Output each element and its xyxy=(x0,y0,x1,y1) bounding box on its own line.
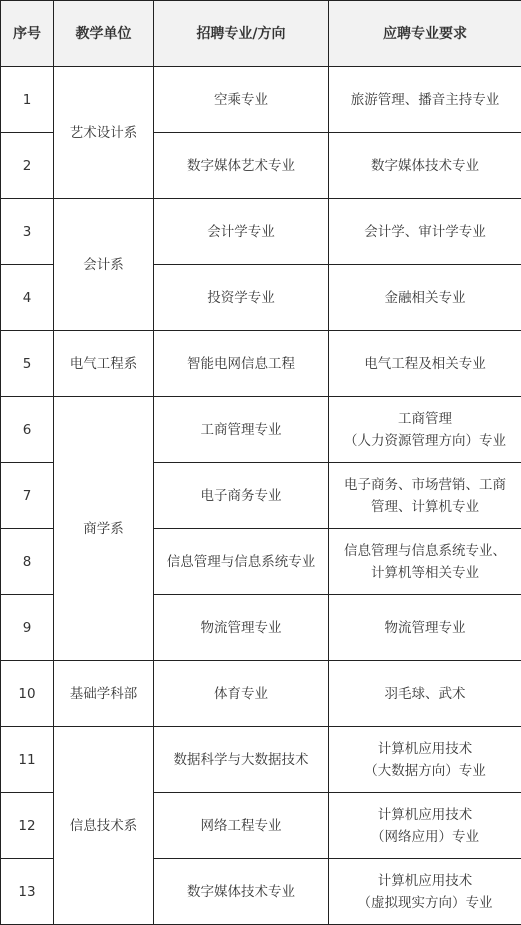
header-major: 招聘专业/方向 xyxy=(154,1,329,67)
major-cell: 体育专业 xyxy=(154,661,329,727)
major-cell: 工商管理专业 xyxy=(154,397,329,463)
requirement-line: 信息管理与信息系统专业、 xyxy=(344,542,506,559)
requirement-cell xyxy=(329,859,521,925)
major-cell: 数字媒体技术专业 xyxy=(154,859,329,925)
requirement-line: 数字媒体技术专业 xyxy=(371,157,479,174)
table-row xyxy=(1,727,521,793)
table-row xyxy=(1,661,521,727)
row-index: 10 xyxy=(1,661,54,727)
requirement-line: （人力资源管理方向）专业 xyxy=(344,432,506,449)
table-row xyxy=(1,199,521,265)
major-cell: 数据科学与大数据技术 xyxy=(154,727,329,793)
row-index: 11 xyxy=(1,727,54,793)
header-index: 序号 xyxy=(1,1,54,67)
requirement-cell xyxy=(329,463,521,529)
row-index: 1 xyxy=(1,67,54,133)
row-index: 12 xyxy=(1,793,54,859)
requirement-cell xyxy=(329,595,521,661)
requirement-line: （虚拟现实方向）专业 xyxy=(357,894,493,911)
requirement-cell xyxy=(329,727,521,793)
requirement-line: （大数据方向）专业 xyxy=(364,762,486,779)
requirement-line: 羽毛球、武术 xyxy=(384,685,466,702)
row-index: 9 xyxy=(1,595,54,661)
requirement-line: 会计学、审计学专业 xyxy=(364,223,486,240)
major-cell: 数字媒体艺术专业 xyxy=(154,133,329,199)
row-index: 6 xyxy=(1,397,54,463)
row-index: 8 xyxy=(1,529,54,595)
requirement-line: （网络应用）专业 xyxy=(371,828,479,845)
header-department: 教学单位 xyxy=(54,1,154,67)
major-cell: 智能电网信息工程 xyxy=(154,331,329,397)
header-requirement: 应聘专业要求 xyxy=(329,1,521,67)
department-cell: 商学系 xyxy=(54,397,154,661)
row-index: 4 xyxy=(1,265,54,331)
requirement-line: 计算机等相关专业 xyxy=(371,564,479,581)
department-cell: 会计系 xyxy=(54,199,154,331)
major-cell: 物流管理专业 xyxy=(154,595,329,661)
row-index: 13 xyxy=(1,859,54,925)
requirement-line: 计算机应用技术 xyxy=(377,806,473,823)
major-cell: 网络工程专业 xyxy=(154,793,329,859)
requirement-cell xyxy=(329,397,521,463)
major-cell: 电子商务专业 xyxy=(154,463,329,529)
requirement-line: 电气工程及相关专业 xyxy=(364,355,486,372)
row-index: 3 xyxy=(1,199,54,265)
requirement-line: 电子商务、市场营销、工商 xyxy=(344,476,506,493)
requirement-cell xyxy=(329,265,521,331)
row-index: 5 xyxy=(1,331,54,397)
table-row xyxy=(1,67,521,133)
major-cell: 会计学专业 xyxy=(154,199,329,265)
major-cell: 信息管理与信息系统专业 xyxy=(154,529,329,595)
department-cell: 艺术设计系 xyxy=(54,67,154,199)
requirement-line: 金融相关专业 xyxy=(384,289,466,306)
table-row xyxy=(1,397,521,463)
header-row xyxy=(1,1,521,67)
requirement-cell xyxy=(329,529,521,595)
major-cell: 空乘专业 xyxy=(154,67,329,133)
row-index: 2 xyxy=(1,133,54,199)
department-cell: 信息技术系 xyxy=(54,727,154,925)
requirement-cell xyxy=(329,661,521,727)
requirement-cell xyxy=(329,793,521,859)
requirement-line: 计算机应用技术 xyxy=(377,872,473,889)
requirement-cell xyxy=(329,133,521,199)
requirement-line: 计算机应用技术 xyxy=(377,740,473,757)
department-cell: 基础学科部 xyxy=(54,661,154,727)
requirement-line: 物流管理专业 xyxy=(384,619,466,636)
requirement-line: 旅游管理、播音主持专业 xyxy=(350,91,500,108)
requirement-cell xyxy=(329,199,521,265)
requirement-line: 工商管理 xyxy=(398,410,452,427)
row-index: 7 xyxy=(1,463,54,529)
department-cell: 电气工程系 xyxy=(54,331,154,397)
table-row xyxy=(1,331,521,397)
requirement-cell xyxy=(329,67,521,133)
requirement-line: 管理、计算机专业 xyxy=(371,498,479,515)
major-cell: 投资学专业 xyxy=(154,265,329,331)
requirement-cell xyxy=(329,331,521,397)
